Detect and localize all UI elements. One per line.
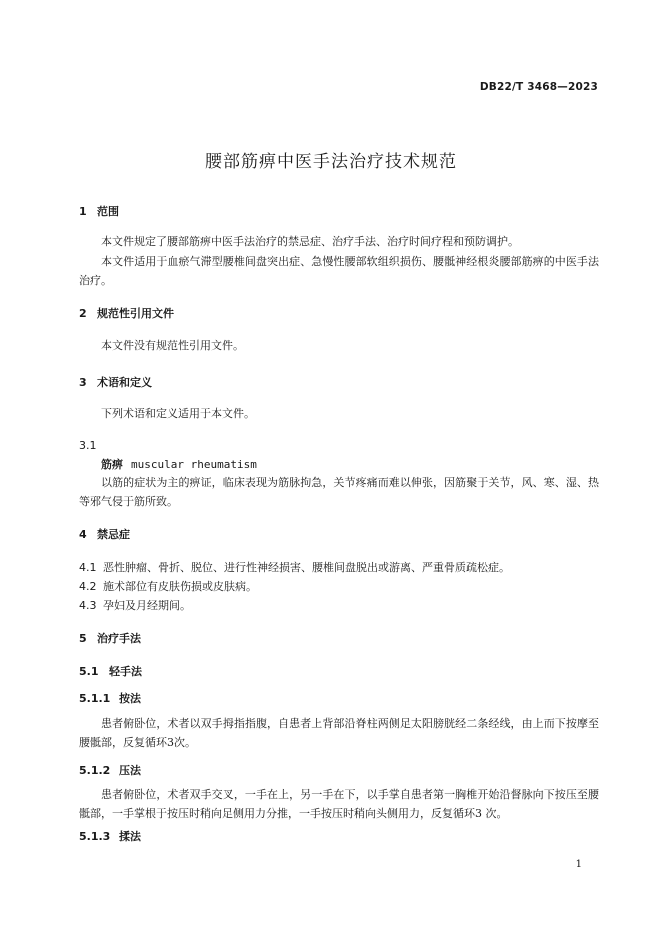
list-item [79, 597, 191, 613]
section-title: 规范性引用文件 [97, 307, 174, 320]
subsection-5-1-heading [79, 663, 142, 679]
section-number: 5.1.2 [79, 764, 111, 777]
section-title: 按法 [119, 692, 141, 705]
section-title: 轻手法 [109, 665, 142, 678]
item-text: 恶性肿瘤、骨折、脱位、进行性神经损害、腰椎间盘脱出或游离、严重骨质疏松症。 [103, 561, 510, 574]
section-number: 5.1.1 [79, 692, 111, 705]
paragraph: 本文件规定了腰部筋痹中医手法治疗的禁忌症、治疗手法、治疗时间疗程和预防调护。 [101, 235, 519, 248]
section-title: 术语和定义 [97, 376, 152, 389]
list-item [79, 578, 257, 594]
item-number: 4.1 [79, 561, 97, 574]
item-text: 施术部位有皮肤伤损或皮肤病。 [103, 580, 257, 593]
list-item [79, 559, 510, 575]
term-definition: 以筋的症状为主的痹证，临床表现为筋脉拘急，关节疼痛而难以伸张，因筋聚于关节，风、寒、湿、热等邪气侵于筋所致。 [79, 476, 599, 508]
term-entry [101, 456, 257, 472]
section-2-heading [79, 305, 174, 321]
term-number: 3.1 [79, 439, 97, 452]
section-1-heading [79, 203, 119, 219]
document-code: DB22/T 3468—2023 [479, 81, 598, 93]
section-title: 治疗手法 [97, 632, 141, 645]
page-number: 1 [575, 859, 582, 870]
section-title: 范围 [97, 205, 119, 218]
section-number: 2 [79, 307, 87, 320]
section-number: 4 [79, 528, 87, 541]
section-number: 5 [79, 632, 87, 645]
section-title: 压法 [119, 764, 141, 777]
section-5-heading [79, 630, 141, 646]
section-title: 禁忌症 [97, 528, 130, 541]
section-3-heading [79, 374, 152, 390]
item-text: 孕妇及月经期间。 [103, 599, 191, 612]
subsection-5-1-3-heading [79, 828, 141, 844]
subsection-5-1-1-heading [79, 690, 141, 706]
item-number: 4.3 [79, 599, 97, 612]
section-4-heading [79, 526, 130, 542]
paragraph: 本文件没有规范性引用文件。 [101, 339, 244, 352]
paragraph: 患者俯卧位，术者双手交叉，一手在上，另一手在下，以手掌自患者第一胸椎开始沿督脉向下按压至腰骶部，一手掌根于按压时稍向足侧用力分推，一手按压时稍向头侧用力，反复循环3 次。 [79, 788, 599, 820]
section-number: 3 [79, 376, 87, 389]
term-chinese: 筋痹 [101, 458, 123, 471]
subsection-5-1-2-heading [79, 762, 141, 778]
section-number: 1 [79, 205, 87, 218]
term-english: muscular rheumatism [131, 458, 257, 471]
document-title: 腰部筋痹中医手法治疗技术规范 [205, 152, 457, 172]
section-number: 5.1.3 [79, 830, 111, 843]
item-number: 4.2 [79, 580, 97, 593]
paragraph: 患者俯卧位，术者以双手拇指指腹，自患者上背部沿脊柱两侧足太阳膀胱经二条经线，由上而下按摩至腰骶部，反复循环3次。 [79, 717, 599, 749]
section-title: 揉法 [119, 830, 141, 843]
section-number: 5.1 [79, 665, 99, 678]
paragraph: 下列术语和定义适用于本文件。 [101, 407, 255, 420]
paragraph: 本文件适用于血瘀气滞型腰椎间盘突出症、急慢性腰部软组织损伤、腰骶神经根炎腰部筋痹的中医手法治疗。 [79, 255, 599, 287]
